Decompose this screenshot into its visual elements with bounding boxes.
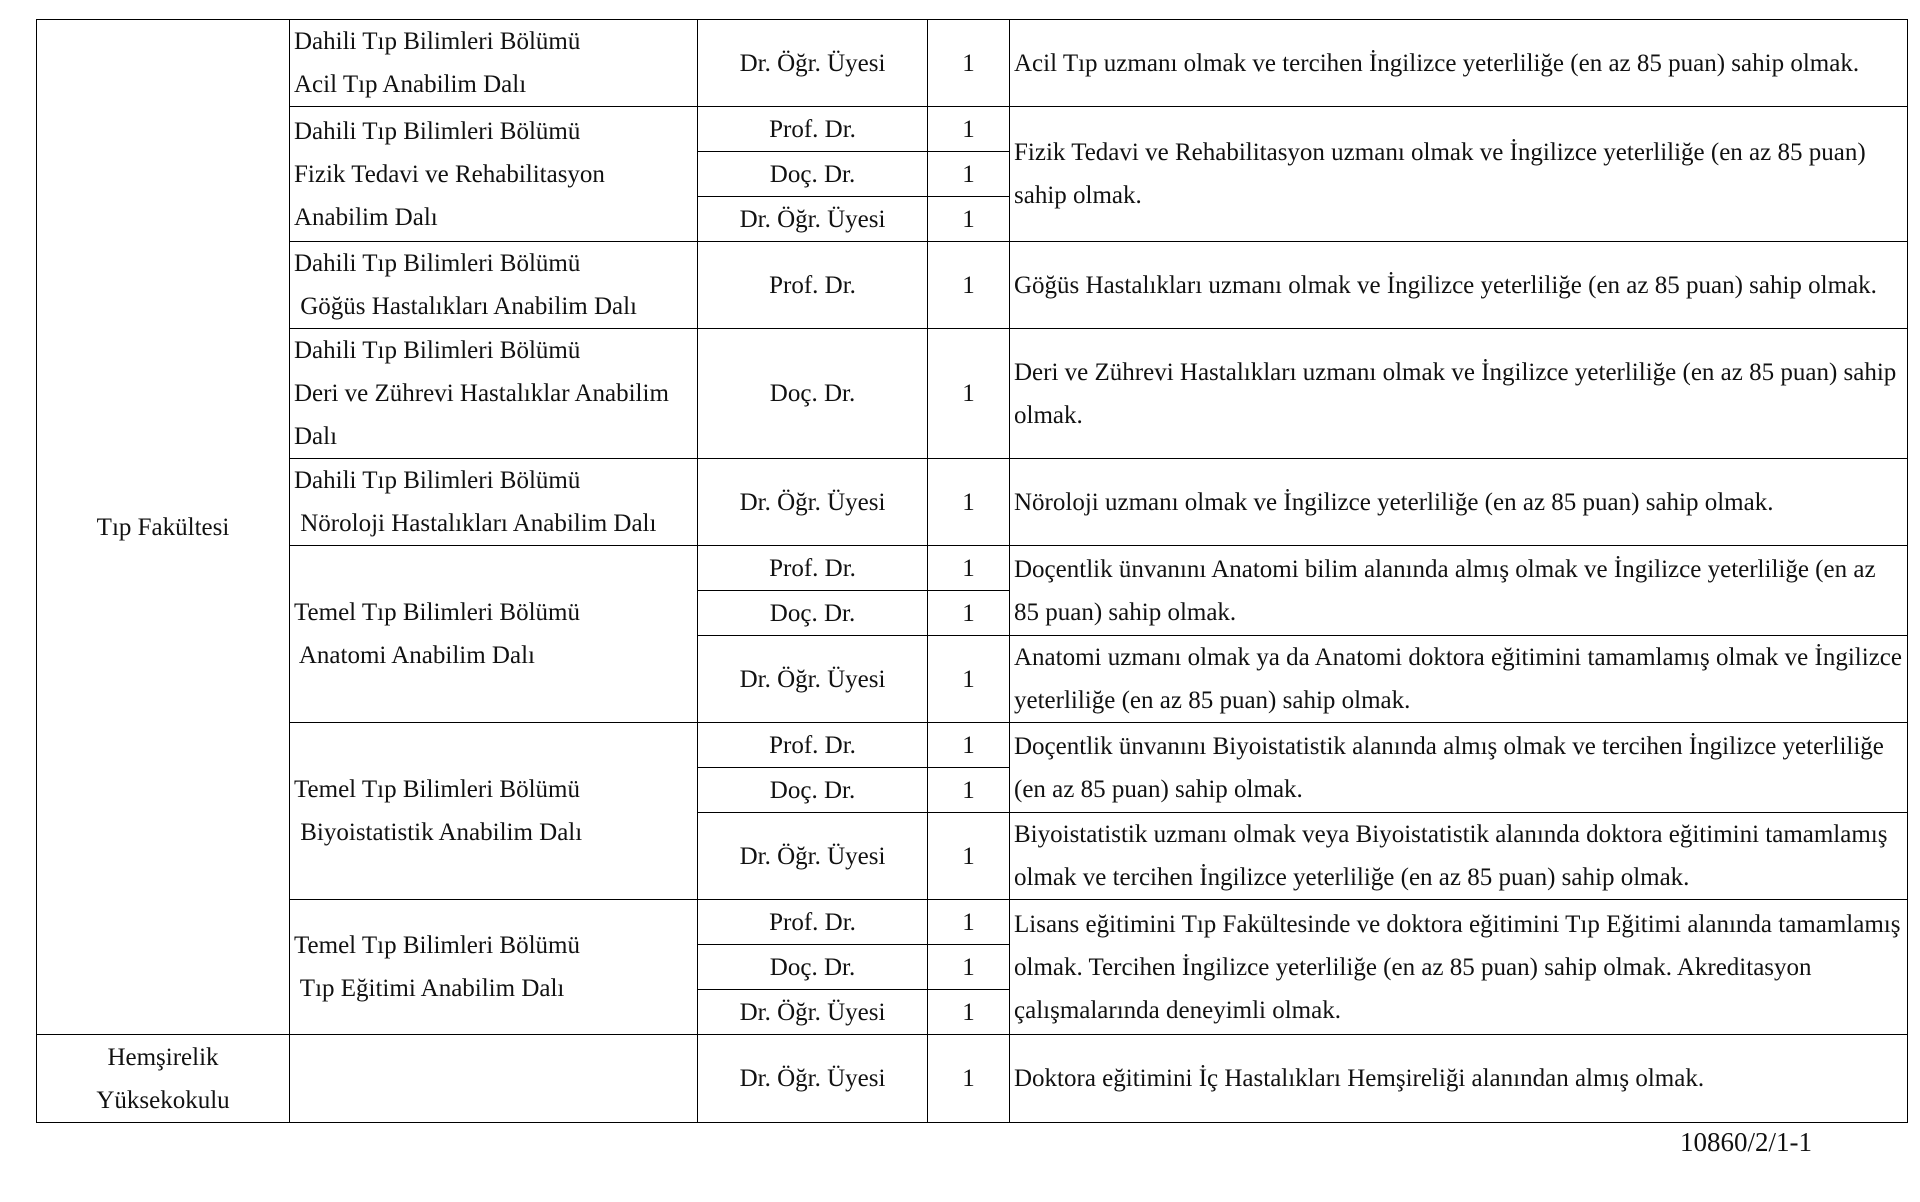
count-cell: 1 bbox=[928, 459, 1010, 546]
requirement-cell: Deri ve Zührevi Hastalıkları uzmanı olmak ve İngilizce yeterliliğe (en az 85 puan) sahip olmak. bbox=[1010, 329, 1908, 459]
title-cell: Dr. Öğr. Üyesi bbox=[698, 197, 928, 242]
requirement-cell: Doçentlik ünvanını Biyoistatistik alanında almış olmak ve tercihen İngilizce yeterliliğe (en az 85 puan) sahip olmak. bbox=[1010, 723, 1908, 813]
position-table bbox=[36, 19, 1908, 1123]
table-row bbox=[37, 107, 1908, 152]
count-cell: 1 bbox=[928, 242, 1010, 329]
table-row bbox=[37, 900, 1908, 945]
count-cell: 1 bbox=[928, 990, 1010, 1035]
unit-cell: Tıp Fakültesi bbox=[37, 20, 290, 1035]
department-cell: Dahili Tıp Bilimleri Bölümü Fizik Tedavi ve Rehabilitasyon Anabilim Dalı bbox=[290, 107, 698, 242]
title-cell: Doç. Dr. bbox=[698, 768, 928, 813]
department-cell: Dahili Tıp Bilimleri Bölümü Göğüs Hastalıkları Anabilim Dalı bbox=[290, 242, 698, 329]
count-cell: 1 bbox=[928, 1035, 1010, 1123]
table-row bbox=[37, 20, 1908, 107]
count-cell: 1 bbox=[928, 546, 1010, 591]
count-cell: 1 bbox=[928, 900, 1010, 945]
requirement-cell: Doçentlik ünvanını Anatomi bilim alanında almış olmak ve İngilizce yeterliliğe (en az 85 puan) sahip olmak. bbox=[1010, 546, 1908, 636]
title-cell: Prof. Dr. bbox=[698, 242, 928, 329]
unit-cell: Hemşirelik Yüksekokulu bbox=[37, 1035, 290, 1123]
requirement-cell: Anatomi uzmanı olmak ya da Anatomi doktora eğitimini tamamlamış olmak ve İngilizce yeterliliğe (en az 85 puan) sahip olmak. bbox=[1010, 636, 1908, 723]
title-cell: Doç. Dr. bbox=[698, 945, 928, 990]
title-cell: Prof. Dr. bbox=[698, 107, 928, 152]
department-cell: Temel Tıp Bilimleri Bölümü Biyoistatistik Anabilim Dalı bbox=[290, 723, 698, 900]
count-cell: 1 bbox=[928, 636, 1010, 723]
title-cell: Doç. Dr. bbox=[698, 329, 928, 459]
count-cell: 1 bbox=[928, 813, 1010, 900]
requirement-cell: Acil Tıp uzmanı olmak ve tercihen İngilizce yeterliliğe (en az 85 puan) sahip olmak. bbox=[1010, 20, 1908, 107]
department-cell: Dahili Tıp Bilimleri Bölümü Deri ve Zührevi Hastalıklar Anabilim Dalı bbox=[290, 329, 698, 459]
department-cell bbox=[290, 1035, 698, 1123]
count-cell: 1 bbox=[928, 197, 1010, 242]
title-cell: Dr. Öğr. Üyesi bbox=[698, 1035, 928, 1123]
requirement-cell: Doktora eğitimini İç Hastalıkları Hemşireliği alanından almış olmak. bbox=[1010, 1035, 1908, 1123]
count-cell: 1 bbox=[928, 152, 1010, 197]
department-cell: Temel Tıp Bilimleri Bölümü Tıp Eğitimi Anabilim Dalı bbox=[290, 900, 698, 1035]
table-row bbox=[37, 459, 1908, 546]
title-cell: Doç. Dr. bbox=[698, 591, 928, 636]
requirement-cell: Nöroloji uzmanı olmak ve İngilizce yeterliliğe (en az 85 puan) sahip olmak. bbox=[1010, 459, 1908, 546]
document-code: 10860/2/1-1 bbox=[1680, 1127, 1812, 1157]
title-cell: Dr. Öğr. Üyesi bbox=[698, 990, 928, 1035]
department-cell: Dahili Tıp Bilimleri Bölümü Acil Tıp Anabilim Dalı bbox=[290, 20, 698, 107]
table-row bbox=[37, 242, 1908, 329]
title-cell: Dr. Öğr. Üyesi bbox=[698, 636, 928, 723]
title-cell: Dr. Öğr. Üyesi bbox=[698, 813, 928, 900]
count-cell: 1 bbox=[928, 768, 1010, 813]
title-cell: Prof. Dr. bbox=[698, 900, 928, 945]
count-cell: 1 bbox=[928, 591, 1010, 636]
title-cell: Doç. Dr. bbox=[698, 152, 928, 197]
count-cell: 1 bbox=[928, 20, 1010, 107]
table-row bbox=[37, 1035, 1908, 1123]
department-cell: Temel Tıp Bilimleri Bölümü Anatomi Anabilim Dalı bbox=[290, 546, 698, 723]
department-cell: Dahili Tıp Bilimleri Bölümü Nöroloji Hastalıkları Anabilim Dalı bbox=[290, 459, 698, 546]
requirement-cell: Göğüs Hastalıkları uzmanı olmak ve İngilizce yeterliliğe (en az 85 puan) sahip olmak. bbox=[1010, 242, 1908, 329]
table-row bbox=[37, 723, 1908, 768]
table-row bbox=[37, 546, 1908, 591]
count-cell: 1 bbox=[928, 723, 1010, 768]
title-cell: Prof. Dr. bbox=[698, 546, 928, 591]
requirement-cell: Biyoistatistik uzmanı olmak veya Biyoistatistik alanında doktora eğitimini tamamlamış olmak ve tercihen İngilizce yeterliliğe (en az 85 puan) sahip olmak. bbox=[1010, 813, 1908, 900]
title-cell: Dr. Öğr. Üyesi bbox=[698, 20, 928, 107]
count-cell: 1 bbox=[928, 945, 1010, 990]
title-cell: Prof. Dr. bbox=[698, 723, 928, 768]
count-cell: 1 bbox=[928, 329, 1010, 459]
title-cell: Dr. Öğr. Üyesi bbox=[698, 459, 928, 546]
count-cell: 1 bbox=[928, 107, 1010, 152]
requirement-cell: Fizik Tedavi ve Rehabilitasyon uzmanı olmak ve İngilizce yeterliliğe (en az 85 puan) sahip olmak. bbox=[1010, 107, 1908, 242]
requirement-cell: Lisans eğitimini Tıp Fakültesinde ve doktora eğitimini Tıp Eğitimi alanında tamamlamış olmak. Tercihen İngilizce yeterliliğe (en az 85 puan) sahip olmak. Akreditasyon çalışmalarında deneyimli olmak. bbox=[1010, 900, 1908, 1035]
table-row bbox=[37, 329, 1908, 459]
